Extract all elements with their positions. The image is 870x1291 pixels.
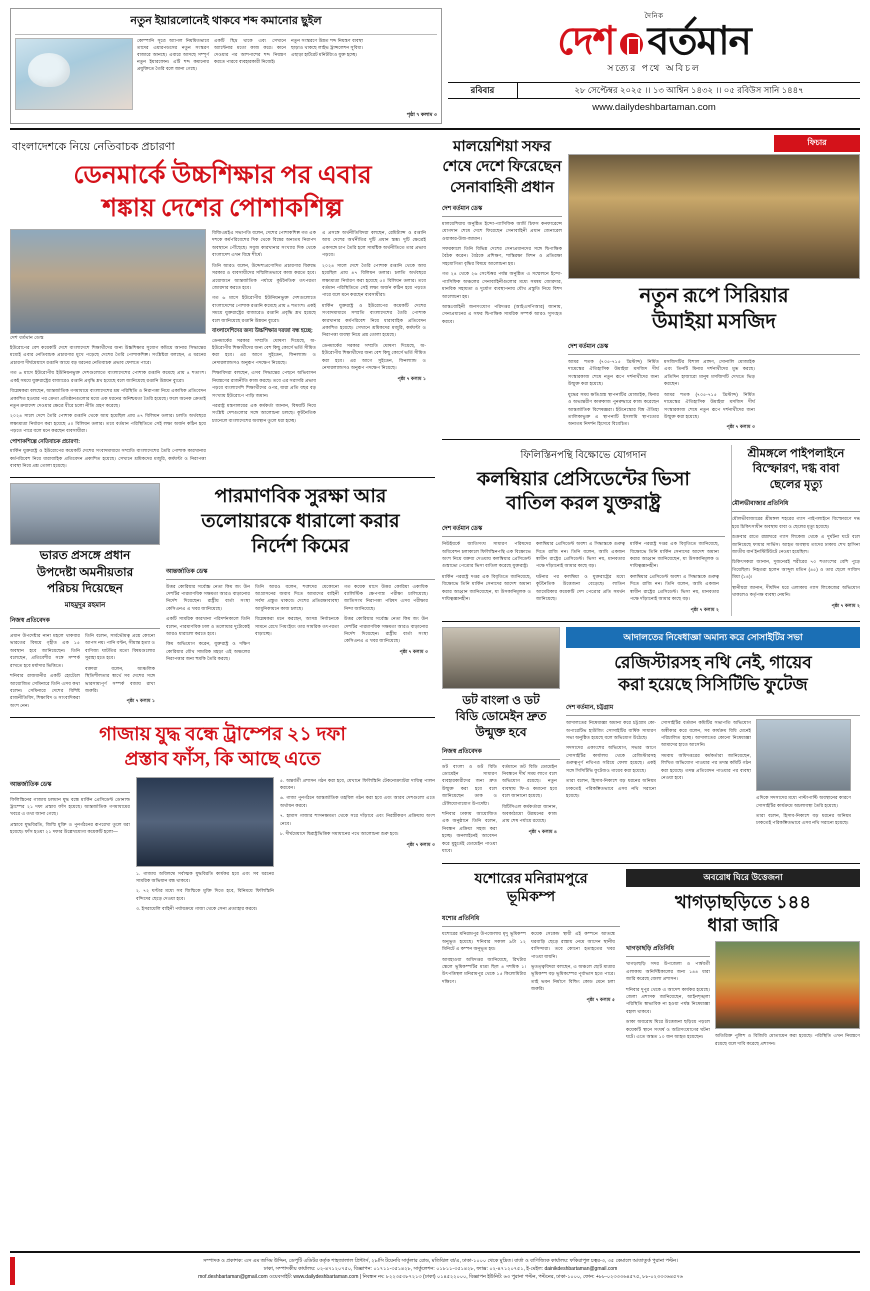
khagrachari-body-col-2: অতিরিক্ত পুলিশ ও বিজিবি মোতায়েন করা হয়েছে। পরিস্থিতি এখন নিয়ন্ত্রণে রয়েছে বলে দাবি করেছে প্রশাসন। <box>715 1033 860 1046</box>
gaza-photo <box>136 777 274 867</box>
imprint-line-1: সম্পাদক ও প্রকাশক: এস এম জসিম উদ্দিন, ডেপুটি এডিটর কর্তৃক শাহজালাল প্রিন্টার্স, ২৮/সি টয়েনবি সার্কুলার রোড, মতিঝিল বা/এ, ঢাকা-১০০০ থেকে মুদ্রিত। বার্তা ও বাণিজ্যিক কার্যালয়: ফকিরাপুল চত্বর-৩, ৩৫ কেমালে আতাতুর্ক পুরানা পল্টন। <box>203 1258 678 1264</box>
seminar-photo <box>10 483 160 545</box>
bottom-right-block <box>442 869 860 1051</box>
seminar-headline-line-1: ভারত প্রসঙ্গে প্রধান <box>39 548 131 563</box>
imprint <box>21 1257 860 1281</box>
domain-headline <box>442 692 560 741</box>
feature-photo <box>15 38 133 110</box>
society-body-col-1: আদালতের নিষেধাজ্ঞা অমান্য করে চট্টগ্রাম কো-অপারেটিভ হাউজিং সোসাইটির বার্ষিক সাধারণ সভা অনুষ্ঠিত হয়েছে বলে অভিযোগ উঠেছে। সদস্যদের একাংশের অভিযোগ, সভার আগে সোসাইটির কার্যালয় থেকে রেজিস্টারসহ গুরুত্বপূর্ণ নথিপত্র সরিয়ে ফেলা হয়েছে। একই সঙ্গে সিসিটিভি ফুটেজও গায়েব করা হয়েছে। তারা বলেন, হিসাব-নিকাশে বড় ধরনের অনিয়ম ঢাকতেই পরিকল্পিতভাবে এসব নথি সরানো হয়েছে। <box>566 720 656 798</box>
gaza-headline <box>10 723 435 772</box>
society-headline-line-2: করা হয়েছে সিসিটিভি ফুটেজ <box>618 675 808 695</box>
pipeline-body: মৌলভীবাজারের শ্রীমঙ্গল শহরের গ্যাস পাইপলাইনে বিস্ফোরণে দগ্ধ হয়ে চিকিৎসাধীন অবস্থায় বাবা ও ছেলের মৃত্যু হয়েছে। শুক্রবার রাতে রান্নাঘরে গ্যাস লিকেজ থেকে এ দুর্ঘটনা ঘটে বলে জানিয়েছে ফায়ার সার্ভিস। আহত অবস্থায় তাদের ঢাকায় শেখ হাসিনা জাতীয় বার্ন ইনস্টিটিউটে নেওয়া হয়েছিল। চিকিৎসকরা জানান, দুজনেরই শরীরের ৭০ শতাংশের বেশি পুড়ে গিয়েছিল। নিহতরা হলেন আব্দুল মতিন (৪৫) ও তার ছেলে সাজিদ মিয়া (১৪)। স্থানীয়রা জানান, দীর্ঘদিন ধরে এলাকায় গ্যাস লিকেজের অভিযোগ থাকলেও কর্তৃপক্ষ ব্যবস্থা নেয়নি। পৃষ্ঠা ৭ কলাম ২ <box>732 516 860 608</box>
society-body-col-3: এদিকে সদস্যদের মধ্যে পাল্টাপাল্টি অবস্থানের কারণে সোসাইটির কার্যক্রমে অচলাবস্থা তৈরি হয়েছে। তারা বলেন, হিসাব-নিকাশে বড় ধরনের অনিয়ম ঢাকতেই পরিকল্পিতভাবে এসব নথি সরানো হয়েছে। <box>756 795 851 826</box>
lead-headline-line-2: শঙ্কায় দেশের পোশাকশিল্প <box>102 194 343 222</box>
brand-prefix: দৈনিক <box>644 13 664 20</box>
feature-title: নতুন ইয়ারলোনেই থাকবে শব্দ কমানোর ছুইল <box>15 12 437 35</box>
colombia-body-col-1: নিউইয়র্কে জাতিসংঘ সাধারণ পরিষদের অধিবেশন চলাকালে ফিলিস্তিনপন্থি এক বিক্ষোভে অংশ নিয়ে বক্তব্য দেওয়ায় কলম্বিয়ার প্রেসিডেন্ট গুস্তাভো পেত্রোর ভিসা বাতিল করেছে যুক্তরাষ্ট্র। মার্কিন পররাষ্ট্র দপ্তর এক বিবৃতিতে জানিয়েছে, বিক্ষোভে তিনি মার্কিন সেনাদের আদেশ অমান্য করার আহ্বান জানিয়েছেন, যা উসকানিমূলক ও দায়িত্বজ্ঞানহীন। <box>442 541 531 602</box>
gaza-headline-line-1: গাজায় যুদ্ধ বন্ধে ট্রাম্পের ২১ দফা <box>99 724 346 746</box>
feature-col-2: একটি ছিদ্র থাকে এবং সেখানে অ্যান্টেনার মতো কাজ করে। কানে দেওয়ার পর আশপাশের শব্দ নিয়ন্ত্রণ করতে পারবে ব্যবহারকারী নিজেই। <box>214 38 286 64</box>
colombia-body-col-2: কলম্বিয়ার প্রেসিডেন্ট অবশ্য এ সিদ্ধান্তকে গুরুত্ব দিতে রাজি নন। তিনি বলেন, আমি একজন স্বাধীন রাষ্ট্রের প্রেসিডেন্ট। ভিসা নয়, মানবতার পক্ষে দাঁড়ানোই আমার কাছে বড়। ঘটনার পর কলম্বিয়া ও যুক্তরাষ্ট্রের মধ্যে কূটনৈতিক উত্তেজনা বেড়েছে। লাতিন আমেরিকার কয়েকটি দেশ পেত্রোর প্রতি সমর্থন জানিয়েছে। <box>536 541 625 602</box>
colombia-continuation-ref: পৃষ্ঠা ৭ কলাম ২ <box>690 606 719 612</box>
article-nuclear <box>166 483 435 712</box>
army-headline: মালয়েশিয়া সফর শেষে দেশে ফিরেছেন সেনাবাহিনী প্রধান <box>442 139 562 196</box>
quake-byline: যশোর প্রতিনিধি <box>442 911 620 927</box>
right-column <box>442 135 860 1050</box>
nuclear-headline <box>166 485 435 559</box>
colombia-headline <box>442 468 725 517</box>
masthead <box>10 8 860 130</box>
top-right-block <box>442 135 860 434</box>
gaza-headline-line-2: প্রস্তাব ফাঁস, কি আছে এতে <box>124 748 321 770</box>
khagrachari-headline <box>626 891 860 938</box>
nuclear-continuation-ref: পৃষ্ঠা ৭ কলাম ৩ <box>399 648 428 654</box>
colombia-kicker: ফিলিস্তিনপন্থি বিক্ষোভে যোগদান <box>520 449 647 461</box>
domain-photo <box>442 627 560 689</box>
domain-continuation-ref: পৃষ্ঠা ৭ কলাম ৪ <box>528 828 557 834</box>
article-domain <box>442 627 560 858</box>
domain-headline-line-3: উন্মুক্ত হবে <box>475 725 527 740</box>
lead-body-col-1: ইউরোপের বেশ কয়েকটি দেশে বাংলাদেশে শিক্ষার্থীদের জন্য উচ্চশিক্ষার সুযোগ কমিয়ে আনার সিদ্ধান্তের মধ্যেই এবার নেতিবাচক প্রচারণার মুখে পড়েছে দেশের তৈরি পোশাকশিল্প। সংশ্লিষ্টরা বলছেন, এ ধরনের প্রচারণা দীর্ঘমেয়াদে রপ্তানি আয়ে বড় ধরনের নেতিবাচক প্রভাব ফেলতে পারে। গত ৬ মাসে ইউরোপীয় ইউনিয়নভুক্ত দেশগুলোতে বাংলাদেশের পোশাক রপ্তানি কমেছে প্রায় ৪ শতাংশ। একই সময়ে যুক্তরাষ্ট্রের বাজারেও রপ্তানি প্রবৃদ্ধি শ্লথ হয়েছে বলে জানিয়েছে রপ্তানি উন্নয়ন ব্যুরো। বিশ্লেষকরা বলছেন, আন্তর্জাতিক গণমাধ্যমে বাংলাদেশের শ্রম পরিস্থিতি ও নিরাপত্তা নিয়ে একাধিক প্রতিবেদন প্রকাশিত হওয়ার পর ক্রেতা প্রতিষ্ঠানগুলোর মধ্যে এক ধরনের অনিশ্চয়তা তৈরি হয়েছে। ফলে অনেক ক্রেতাই নতুন ক্রয়াদেশ দেওয়ার ক্ষেত্রে ধীরে চলো নীতি গ্রহণ করেছে। ২০২৪ সালে দেশে তৈরি পোশাক রপ্তানি থেকে আয় হয়েছিল প্রায় ৪৭ বিলিয়ন ডলার। চলতি অর্থবছরে লক্ষ্যমাত্রা নির্ধারণ করা হয়েছে ৫০ বিলিয়ন ডলার। তবে বর্তমান পরিস্থিতিতে সেই লক্ষ্য অর্জন কঠিন হয়ে পড়তে পারে বলে মনে করছেন ব্যবসায়ীরা। পোশাকশিল্পে নেতিবাচক প্রচারণা: মার্কিন যুক্তরাষ্ট্র ও ইউরোপের কয়েকটি দেশের সংবাদমাধ্যমে সম্প্রতি বাংলাদেশের তৈরি পোশাক কারখানার কর্মপরিবেশ নিয়ে ধারাবাহিক প্রতিবেদন প্রকাশিত হয়েছে। সেখানে শ্রমিকদের মজুরি, কর্মঘণ্টা ও নিরাপত্তা ব্যবস্থা নিয়ে প্রশ্ন তোলা হয়েছে। <box>10 345 206 469</box>
nuclear-headline-line-3: নির্দেশ কিমের <box>251 535 350 557</box>
brand-tagline: সত্যের পথে অবিচল <box>607 62 701 73</box>
lead-subhead-2: বাংলাদেশিদের জন্য উচ্চশিক্ষার দরজা বন্ধ হচ্ছে: <box>212 328 313 335</box>
website-url[interactable]: www.dailydeshbartaman.com <box>592 101 716 113</box>
syria-body-col-2: মসজিদটির বিশাল প্রাঙ্গণ, সোনালি মোজাইক এবং তিনটি মিনার দর্শনার্থীদের মুগ্ধ করছে। প্রতিদিন হাজারো মানুষ মসজিদটি দেখতে ভিড় করছেন। আমর শতক (৭০৫-৭১৫ খ্রিস্টাব্দ) নির্মিত দামেস্কের ঐতিহাসিক উমাইয়া মসজিদ দীর্ঘ সংস্কারকাজ শেষে নতুন রূপে দর্শনার্থীদের জন্য উন্মুক্ত করা হয়েছে। পৃষ্ঠা ৭ কলাম ৩ <box>664 359 755 430</box>
lead-headline-line-1: ডেনমার্কে উচ্চশিক্ষার পর এবার <box>73 162 372 189</box>
lead-continuation-ref: পৃষ্ঠা ৭ কলাম ১ <box>397 375 426 381</box>
pipeline-headline-line-1: শ্রীমঙ্গলে পাইপলাইনে <box>747 447 845 460</box>
society-headline-line-1: রেজিস্টারসহ নথি নেই, গায়েব <box>614 652 812 672</box>
quake-headline-line-1: যশোরের মনিরামপুরে <box>474 871 588 887</box>
society-headline <box>566 652 860 696</box>
khagrachari-banner: অবরোধ ঘিরে উত্তেজনা <box>626 869 860 887</box>
khagrachari-byline: খাগড়াছড়ি প্রতিনিধি <box>626 941 710 957</box>
pipeline-continuation-ref: পৃষ্ঠা ৭ কলাম ২ <box>831 602 860 608</box>
weekday: রবিবার <box>448 83 518 98</box>
domain-byline: নিজস্ব প্রতিবেদক <box>442 744 560 760</box>
quake-headline-line-2: ভূমিকম্প <box>506 890 556 906</box>
page-content <box>10 135 860 1050</box>
pipeline-headline-line-2: বিস্ফোরণ, দগ্ধ বাবা <box>752 463 840 476</box>
page-footer <box>10 1251 860 1285</box>
nuclear-body-col-2: তিনি আরও বলেন, শত্রুদের যেকোনো আগ্রাসনের জবাব দিতে আমাদের বাহিনী সর্বদা প্রস্তুত থাকবে। দেশের প্রতিরক্ষাব্যবস্থা আধুনিকায়নে কাজ চলছে। বিশ্লেষকরা মনে করছেন, আসন্ন নির্বাচনকে সামনে রেখে পিয়ংইয়ং তার সামরিক তৎপরতা বাড়াচ্ছে। <box>255 583 339 637</box>
lead-photo-caption: দেশ বর্তমান ডেস্ক <box>10 335 44 341</box>
nuclear-byline: আন্তর্জাতিক ডেস্ক <box>166 564 435 580</box>
article-gaza <box>10 723 435 915</box>
syria-badge: ফিচার <box>774 135 860 152</box>
footer-accent-bar <box>10 1257 15 1285</box>
khagrachari-body-col-1: খাগড়াছড়ি সদর উপজেলা ও পার্শ্ববর্তী এলাকায় অনির্দিষ্টকালের জন্য ১৪৪ ধারা জারি করেছে জেলা প্রশাসন। শনিবার দুপুর থেকে এ আদেশ কার্যকর হয়েছে। জেলা প্রশাসক জানিয়েছেন, আইনশৃঙ্খলা পরিস্থিতি স্বাভাবিক না হওয়া পর্যন্ত নিষেধাজ্ঞা বহাল থাকবে। ডাকা অবরোধ ঘিরে উত্তেজনা ছড়িয়ে পড়লে কয়েকটি স্থানে সংঘর্ষ ও অগ্নিসংযোগের ঘটনা ঘটে। এতে অন্তত ১০ জন আহত হয়েছেন। <box>626 961 710 1040</box>
left-mid-block <box>10 483 435 712</box>
quake-body-col-1: যশোরের মনিরামপুর উপজেলায় মৃদু ভূমিকম্প অনুভূত হয়েছে। শনিবার সকাল ৯টা ১২ মিনিটে এ কম্পন অনুভূত হয়। আবহাওয়া অধিদপ্তর জানিয়েছে, রিখটার স্কেলে ভূমিকম্পটির মাত্রা ছিল ৪ দশমিক ১। উৎপত্তিস্থল মনিরামপুর থেকে ১৫ কিলোমিটার দক্ষিণে। <box>442 931 526 984</box>
article-pipeline <box>731 445 860 616</box>
society-body-col-2: সোসাইটির বর্তমান কমিটির সভাপতি অভিযোগ অস্বীকার করে বলেন, সব কার্যক্রম বিধি মেনেই পরিচালিত হচ্ছে। আদালতের কোনো নিষেধাজ্ঞা আমাদের হাতে আসেনি। সমবায় অধিদপ্তরের কর্মকর্তারা জানিয়েছেন, লিখিত অভিযোগ পাওয়ার পর তদন্ত কমিটি গঠন করা হয়েছে। তদন্ত প্রতিবেদন পাওয়ার পর ব্যবস্থা নেওয়া হবে। <box>661 720 751 781</box>
mid-right-block <box>442 445 860 616</box>
society-photo <box>756 719 851 791</box>
pipeline-headline <box>732 447 860 494</box>
lead-headline <box>10 160 435 225</box>
syria-headline-line-1: নতুন রূপে সিরিয়ার <box>639 285 789 307</box>
nuclear-headline-line-2: তলোয়ারকে ধারালো করার <box>201 511 400 533</box>
left-column <box>10 135 435 1050</box>
colombia-headline-line-2: বাতিল করল যুক্তরাষ্ট্র <box>506 493 661 515</box>
army-byline: দেশ বর্তমান ডেস্ক <box>442 201 562 217</box>
seminar-continuation-ref: পৃষ্ঠা ৭ কলাম ১ <box>126 698 155 704</box>
khagrachari-photo <box>715 941 860 1029</box>
lead-body-col-2: বিজিএমইএ সভাপতি বলেন, দেশের পোশাকশিল্প গত এক দশকে কর্মপরিবেশের দিক থেকে বিশ্বের অন্যতম নিরাপদ অবস্থানে পৌঁছেছে। সবুজ কারখানার সংখ্যার দিক থেকে বাংলাদেশ এখন বিশ্বে শীর্ষে। তিনি আরও বলেন, উদ্দেশ্যপ্রণোদিত প্রচারণার বিরুদ্ধে সরকার ও ব্যবসায়ীদের সম্মিলিতভাবে কাজ করতে হবে। প্রয়োজনে আন্তর্জাতিক পর্যায়ে কূটনৈতিক তৎপরতা জোরদার করতে হবে। গত ৬ মাসে ইউরোপীয় ইউনিয়নভুক্ত দেশগুলোতে বাংলাদেশের পোশাক রপ্তানি কমেছে প্রায় ৪ শতাংশ। একই সময়ে যুক্তরাষ্ট্রের বাজারেও রপ্তানি প্রবৃদ্ধি শ্লথ হয়েছে বলে জানিয়েছে রপ্তানি উন্নয়ন ব্যুরো। বাংলাদেশিদের জন্য উচ্চশিক্ষার দরজা বন্ধ হচ্ছে: ডেনমার্কের সরকার সম্প্রতি ঘোষণা দিয়েছে, অ-ইউরোপীয় শিক্ষার্থীদের জন্য বেশ কিছু কোর্সে ভর্তি সীমিত করা হবে। এর আগে সুইডেন, ফিনল্যান্ড ও নেদারল্যান্ডসও অনুরূপ পদক্ষেপ নিয়েছে। শিক্ষাবিদরা বলছেন, এসব সিদ্ধান্তের পেছনে অভিবাসন নিয়ন্ত্রণের রাজনীতি কাজ করছে। তবে এর সরাসরি প্রভাব পড়বে বাংলাদেশি শিক্ষার্থীদের ওপর, যারা প্রতি বছর বড় সংখ্যায় ইউরোপে পাড়ি জমান। পররাষ্ট্র মন্ত্রণালয়ের এক কর্মকর্তা জানান, বিষয়টি নিয়ে সংশ্লিষ্ট দেশগুলোর সঙ্গে আলোচনা চলছে। কূটনৈতিক চ্যানেলে বাংলাদেশের অবস্থান তুলে ধরা হচ্ছে। <box>212 230 316 423</box>
nuclear-headline-line-1: পারমাণবিক সুরক্ষা আর <box>214 486 387 508</box>
article-khagrachari <box>626 869 860 1051</box>
article-seminar <box>10 483 160 712</box>
gaza-intro: ফিলিস্তিনের গাজায় চলমান যুদ্ধ বন্ধে মার্কিন প্রেসিডেন্ট ডোনাল্ড ট্রাম্পের ২১ দফা প্রস্তাব ফাঁস হয়েছে। আন্তর্জাতিক গণমাধ্যমের খবরে এ তথ্য জানা গেছে। প্রস্তাবে যুদ্ধবিরতি, জিম্মি মুক্তি ও পুনর্গঠনের রূপরেখা তুলে ধরা হয়েছে। ফাঁস হওয়া ২১ দফার উল্লেখযোগ্য কয়েকটি হলো— <box>10 796 130 835</box>
domain-headline-line-1: ডট বাংলা ও ডট <box>462 692 540 707</box>
domain-body-col-2: বর্তমানে ডট বিডি ডোমেইন নিবন্ধনে দীর্ঘ সময় লাগে বলে অভিযোগ রয়েছে। নতুন ব্যবস্থায় ফি-ও কমানো হবে বলে জানানো হয়েছে। বিটিসিএল কর্মকর্তারা জানান, অবকাঠামো উন্নয়নের কাজ প্রায় শেষ পর্যায়ে রয়েছে। পৃষ্ঠা ৭ কলাম ৪ <box>502 763 557 834</box>
quake-body-col-2: কয়েক সেকেন্ড স্থায়ী এই কম্পনে আতঙ্কে ঘরবাড়ি ছেড়ে রাস্তায় নেমে আসেন স্থানীয় বাসিন্দারা। তবে কোনো হতাহতের খবর পাওয়া যায়নি। ভূতত্ত্ববিদরা বলছেন, এ অঞ্চলে ছোট মাত্রার ভূমিকম্প বড় ভূমিকম্পের পূর্বাভাস হতে পারে। তাই ভবন নির্মাণে বিল্ডিং কোড মেনে চলা জরুরি। পৃষ্ঠা ৭ কলাম ৫ <box>531 931 615 1002</box>
logo-word-1: দেশ <box>557 20 615 63</box>
society-byline: দেশ বর্তমান, চট্টগ্রাম <box>566 700 860 716</box>
lead-photo <box>10 229 206 334</box>
gaza-byline: আন্তর্জাতিক ডেস্ক <box>10 777 130 793</box>
syria-body-col-1: আমর শতক (৭০৫-৭১৫ খ্রিস্টাব্দ) নির্মিত দামেস্কের ঐতিহাসিক উমাইয়া মসজিদ দীর্ঘ সংস্কারকাজ শেষে নতুন রূপে দর্শনার্থীদের জন্য উন্মুক্ত করা হয়েছে। যুদ্ধের সময় ক্ষতিগ্রস্ত স্থাপনাটির মোজাইক, মিনার ও অভ্যন্তরীণ কারুকাজ পুনরুদ্ধারে কাজ করেছেন আন্তর্জাতিক বিশেষজ্ঞরা। ইউনেস্কোর বিশ্ব ঐতিহ্য তালিকাভুক্ত এ স্থাপনাটি ইসলামি স্থাপত্যের অন্যতম নিদর্শন হিসেবে বিবেচিত। <box>568 359 659 427</box>
feature-continuation-ref: পৃষ্ঠা ৭ কলাম ৩ <box>406 112 437 118</box>
seminar-headline <box>10 547 160 596</box>
gaza-points-left: ১. গাজায় অবিলম্বে সর্বাত্মক যুদ্ধবিরতি কার্যকর হবে এবং সব ধরনের সামরিক অভিযান বন্ধ থাকবে। ২. ৭২ ঘণ্টার মধ্যে সব জিম্মিকে মুক্তি দিতে হবে, বিনিময়ে ফিলিস্তিনি বন্দিদের ছেড়ে দেওয়া হবে। ৩. ইসরায়েলি বাহিনী পর্যায়ক্রমে গাজা থেকে সেনা প্রত্যাহার করবে। <box>136 870 274 912</box>
seminar-byline: নিজস্ব প্রতিবেদক <box>10 613 160 629</box>
syria-continuation-ref: পৃষ্ঠা ৭ কলাম ৩ <box>726 424 755 430</box>
colombia-byline: দেশ বর্তমান ডেস্ক <box>442 521 725 537</box>
colombia-headline-line-1: কলম্বিয়ার প্রেসিডেন্টের ভিসা <box>477 468 690 490</box>
article-colombia <box>442 445 725 616</box>
nuclear-body-col-1: উত্তর কোরিয়ার সর্বোচ্চ নেতা কিম জং উন দেশটির পারমাণবিক সক্ষমতা আরও বাড়ানোর নির্দেশ দিয়েছেন। রাষ্ট্রীয় বার্তা সংস্থা কেসিএনএ এ খবর জানিয়েছে। একটি সামরিক কারখানা পরিদর্শনকালে তিনি বলেন, পারমাণবিক ঢাল ও তলোয়ার দুটোকেই আরও ধারালো করতে হবে। কিম অভিযোগ করেন, যুক্তরাষ্ট্র ও দক্ষিণ কোরিয়ার যৌথ সামরিক মহড়া এই অঞ্চলের নিরাপত্তার জন্য হুমকি তৈরি করছে। <box>166 583 250 662</box>
logo-mark-icon <box>620 33 643 56</box>
masthead-brand <box>448 8 860 124</box>
date-line: ২৮ সেপ্টেম্বর ২০২৫ ।। ১৩ আশ্বিন ১৪৩২ ।। ০৫ রবিউস সানি ১৪৪৭ <box>574 84 804 95</box>
feature-col-3: নতুন সংস্করণে উন্নত শব্দ নিয়ন্ত্রণ ব্যবস্থা ছাড়াও থাকছে লাইভ ট্রান্সলেশন সুবিধা। এছাড়া হার্টরেট মনিটরিংও যুক্ত হচ্ছে। <box>291 38 363 57</box>
syria-headline <box>568 283 860 335</box>
lead-kicker: বাংলাদেশকে নিয়ে নেতিবাচক প্রচারণা <box>12 141 175 153</box>
army-body: মালয়েশিয়ায় অনুষ্ঠিত ইন্দো-প্যাসিফিক আর্মি চিফস কনফারেন্সে যোগদান শেষে দেশে ফিরেছেন সেনাবাহিনী প্রধান জেনারেল ওয়াকার-উজ-জামান। সফরকালে তিনি বিভিন্ন দেশের সেনাপ্রধানদের সঙ্গে দ্বিপাক্ষিক বৈঠক করেন। বৈঠকে প্রশিক্ষণ, শান্তিরক্ষা মিশন ও প্রতিরক্ষা সহযোগিতা বৃদ্ধির বিষয়ে আলোচনা হয়। গত ২৪ থেকে ২৬ সেপ্টেম্বর পর্যন্ত অনুষ্ঠিত এ সম্মেলনে ইন্দো-প্যাসিফিক অঞ্চলের সেনাবাহিনীগুলোর মধ্যে সমন্বয় জোরদার, মানবিক সহায়তা ও দুর্যোগ ব্যবস্থাপনায় যৌথ প্রস্তুতি নিয়ে বিশদ আলোচনা হয়। আন্তঃবাহিনী জনসংযোগ পরিদপ্তর (আইএসপিআর) জানায়, সেনাপ্রধানের এ সফর দ্বিপাক্ষিক সামরিক সম্পর্ক আরও সুসংহত করবে। <box>442 220 562 324</box>
domain-body-col-1: ডট বাংলা ও ডট বিডি ডোমেইন সাধারণ ব্যবহারকারীদের জন্য দ্রুত উন্মুক্ত করা হবে বলে জানিয়েছেন ডাক ও টেলিযোগাযোগ উপদেষ্টা। শনিবার ঢাকায় আয়োজিত এক অনুষ্ঠানে তিনি বলেন, নিবন্ধন প্রক্রিয়া সহজ করা হচ্ছে। অনলাইনেই আবেদন করে মুহূর্তেই ডোমেইন পাওয়া যাবে। <box>442 763 497 854</box>
gaza-continuation-ref: পৃষ্ঠা ৭ কলাম ৩ <box>406 841 435 847</box>
quake-headline <box>442 871 620 909</box>
feature-col-1: কোম্পানি সূত্রে অ্যাপল নিয়মিতভাবে তাদের এয়ারপডসের নতুন সংস্করণ বাজারে আনছে। এবারে আসছে সম্পূর্ণ নতুন ইয়ারফোন। এটি শব্দ কমানোর প্রযুক্তিতে তৈরি বলে জানা গেছে। <box>137 38 209 71</box>
syria-headline-line-2: উমাইয়া মসজিদ <box>652 311 776 333</box>
colombia-body-col-3: মার্কিন পররাষ্ট্র দপ্তর এক বিবৃতিতে জানিয়েছে, বিক্ষোভে তিনি মার্কিন সেনাদের আদেশ অমান্য করার আহ্বান জানিয়েছেন, যা উসকানিমূলক ও দায়িত্বজ্ঞানহীন। কলম্বিয়ার প্রেসিডেন্ট অবশ্য এ সিদ্ধান্তকে গুরুত্ব দিতে রাজি নন। তিনি বলেন, আমি একজন স্বাধীন রাষ্ট্রের প্রেসিডেন্ট। ভিসা নয়, মানবতার পক্ষে দাঁড়ানোই আমার কাছে বড়। পৃষ্ঠা ৭ কলাম ২ <box>630 541 719 612</box>
article-syria <box>568 135 860 434</box>
article-society <box>566 627 860 858</box>
pipeline-byline: মৌলভীবাজার প্রতিনিধি <box>732 496 860 512</box>
seminar-body-col-1: প্রধান উপদেষ্টার নানা মহলে থাকবার ভারতের বিষয়ে গৃহীত এক ১৫ অবস্থান হবে জানিয়েছেন। তিনি বলেছেন, প্রতিবেশীর সঙ্গে সম্পর্ক রাখতে হবে মর্যাদার ভিত্তিতে। শনিবার রাজধানীর একটি হোটেলে আয়োজিত সেমিনারে তিনি এসব কথা বলেন। সেমিনারে দেশের বিশিষ্ট রাজনীতিবিদ, শিক্ষাবিদ ও সাংবাদিকরা অংশ নেন। <box>10 633 80 708</box>
nuclear-body-col-3: গত কয়েক মাসে উত্তর কোরিয়া একাধিক ব্যালিস্টিক ক্ষেপণাস্ত্র পরীক্ষা চালিয়েছে। জাতিসংঘ নিরাপত্তা পরিষদ এসব পরীক্ষার নিন্দা জানিয়েছে। উত্তর কোরিয়ার সর্বোচ্চ নেতা কিম জং উন দেশটির পারমাণবিক সক্ষমতা আরও বাড়ানোর নির্দেশ দিয়েছেন। রাষ্ট্রীয় বার্তা সংস্থা কেসিএনএ এ খবর জানিয়েছে। পৃষ্ঠা ৭ কলাম ৩ <box>344 583 428 654</box>
article-army <box>442 135 562 434</box>
seminar-body-col-2: তিনি বলেন, সার্বভৌমত্ব প্রশ্নে কোনো আপস নয়। পানি বণ্টন, সীমান্ত হত্যা ও বাণিজ্য ঘাটতির মতো বিষয়গুলোর সুরাহা হতে হবে। বক্তারা বলেন, আঞ্চলিক স্থিতিশীলতার স্বার্থে সব দেশের সঙ্গে ভারসাম্যপূর্ণ সম্পর্ক বজায় রাখা জরুরি। পৃষ্ঠা ৭ কলাম ১ <box>85 633 155 704</box>
lower-right-block <box>442 627 860 858</box>
quake-continuation-ref: পৃষ্ঠা ৭ কলাম ৫ <box>586 996 615 1002</box>
society-banner: আদালতের নিষেধাজ্ঞা অমান্য করে সোসাইটির সভা <box>566 627 860 648</box>
seminar-author: মাহমুদুর রহমান <box>64 602 106 609</box>
lead-body-col-3: এ প্রসঙ্গে অর্থনীতিবিদরা বলছেন, রেমিট্যান্স ও রপ্তানি আয় দেশের অর্থনীতির দুটি প্রধান স্তম্ভ। দুটি ক্ষেত্রেই একসঙ্গে চাপ তৈরি হলে সামষ্টিক অর্থনীতিতে তার প্রভাব পড়বে। ২০২৪ সালে দেশে তৈরি পোশাক রপ্তানি থেকে আয় হয়েছিল প্রায় ৪৭ বিলিয়ন ডলার। চলতি অর্থবছরে লক্ষ্যমাত্রা নির্ধারণ করা হয়েছে ৫০ বিলিয়ন ডলার। তবে বর্তমান পরিস্থিতিতে সেই লক্ষ্য অর্জন কঠিন হয়ে পড়তে পারে বলে মনে করছেন ব্যবসায়ীরা। মার্কিন যুক্তরাষ্ট্র ও ইউরোপের কয়েকটি দেশের সংবাদমাধ্যমে সম্প্রতি বাংলাদেশের তৈরি পোশাক কারখানার কর্মপরিবেশ নিয়ে ধারাবাহিক প্রতিবেদন প্রকাশিত হয়েছে। সেখানে শ্রমিকদের মজুরি, কর্মঘণ্টা ও নিরাপত্তা ব্যবস্থা নিয়ে প্রশ্ন তোলা হয়েছে। ডেনমার্কের সরকার সম্প্রতি ঘোষণা দিয়েছে, অ-ইউরোপীয় শিক্ষার্থীদের জন্য বেশ কিছু কোর্সে ভর্তি সীমিত করা হবে। এর আগে সুইডেন, ফিনল্যান্ড ও নেদারল্যান্ডসও অনুরূপ পদক্ষেপ নিয়েছে। পৃষ্ঠা ৭ কলাম ১ <box>322 230 426 381</box>
article-lead <box>10 135 435 472</box>
logo-word-2: বর্তমান <box>647 20 751 63</box>
syria-byline: দেশ বর্তমান ডেস্ক <box>568 339 860 355</box>
syria-photo <box>568 154 860 279</box>
lead-subhead-1: পোশাকশিল্পে নেতিবাচক প্রচারণা: <box>10 438 80 445</box>
imprint-line-3: mof.deshbartaman@gmail.com ওয়েবসাইট: www.dailydeshbartaman.com | নিবন্ধন নং: ৮২২৩৫৩৮৭২১৩ (ঢাকা) ০১৪৫২২০০০, বিজ্ঞাপন ইউনিট: ৬৩ পুরানা পল্টন, পল্টনের, ঢাকা-১০০০, ফোন: +৮৮-০২৩৩৩৬৪৫৭৫, ৮৮-০২৩৩৩৬৪৫৭৬ <box>198 1274 683 1280</box>
khagrachari-headline-line-1: খাগড়াছড়িতে ১৪৪ <box>674 891 812 912</box>
masthead-feature-box <box>10 8 442 124</box>
domain-headline-line-2: বিডি ডোমেইন দ্রুত <box>455 709 547 724</box>
seminar-headline-line-3: পরিচয় দিয়েছেন <box>47 580 123 595</box>
pipeline-headline-line-3: ছেলের মৃত্যু <box>769 478 823 491</box>
newspaper-logo <box>448 22 860 63</box>
article-quake <box>442 869 620 1051</box>
khagrachari-headline-line-2: ধারা জারি <box>707 914 779 935</box>
date-bar <box>448 82 860 99</box>
gaza-points-right: ৫. অন্তর্বর্তী প্রশাসন গঠন করা হবে, যেখানে ফিলিস্তিনি টেকনোক্র্যাটরা দায়িত্ব পালন করবেন। ৬. গাজা পুনর্গঠনে আন্তর্জাতিক তহবিল গঠন করা হবে এবং আরব দেশগুলো এতে অর্থায়ন করবে। ৭. হামাস গাজার শাসনক্ষমতা থেকে সরে দাঁড়াবে এবং নিরস্ত্রীকরণ প্রক্রিয়ায় অংশ নেবে। ৮. দীর্ঘমেয়াদে দ্বিরাষ্ট্রভিত্তিক সমাধানের পথে আলোচনা শুরু হবে। পৃষ্ঠা ৭ কলাম ৩ <box>280 777 435 847</box>
seminar-headline-line-2: উপদেষ্টা অমনীয়তার <box>36 564 134 579</box>
imprint-line-2: ঢাকা, সম্পাদকীয় কার্যালয়: ০২-৪৭১২০৭৫০, বিজ্ঞাপন: ০১৭১১-৩৫১৪২৮, সার্কুলেশন: ০১৮১১-৩৫১৪২৮, ফ্যাক্স: ০২-৪৭১২০৭৫১, ই-মেইল: dainikdeshbartaman@gmail.com <box>263 1266 618 1272</box>
